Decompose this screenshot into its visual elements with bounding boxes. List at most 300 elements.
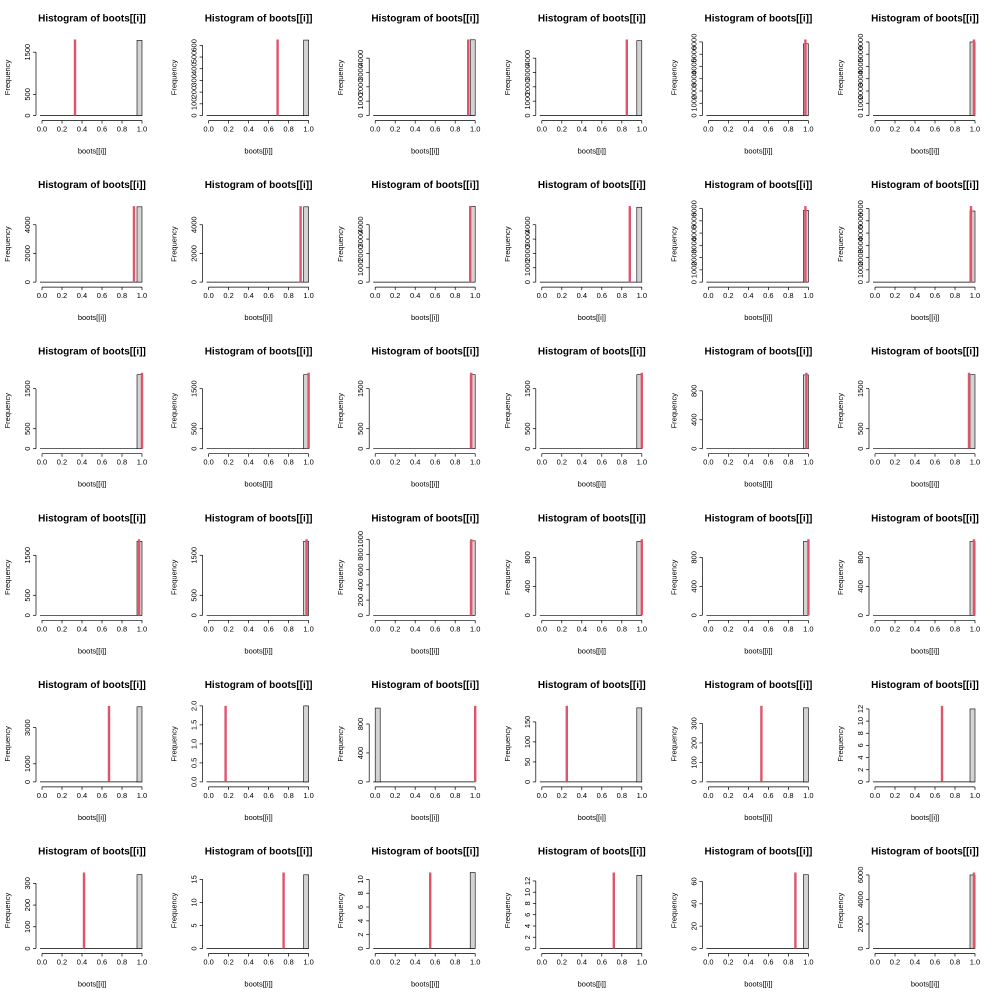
histogram-bar xyxy=(137,207,142,282)
y-tick-label: 1500 xyxy=(23,43,32,61)
y-tick-label: 1000 xyxy=(522,259,532,277)
x-tick-label: 0.2 xyxy=(556,291,568,301)
x-tick-label: 0.6 xyxy=(596,957,608,967)
x-axis-label: boots[[i]] xyxy=(910,146,940,156)
y-axis-label: Frequency xyxy=(169,559,179,596)
x-tick-label: 0.8 xyxy=(783,291,794,301)
x-axis-label: boots[[i]] xyxy=(77,146,107,156)
y-tick-label: 100 xyxy=(23,920,32,934)
x-tick-label: 0.2 xyxy=(889,957,901,967)
x-tick-label: 0.6 xyxy=(763,624,774,634)
chart-title: Histogram of boots[[i]] xyxy=(371,13,480,25)
x-tick-label: 0.8 xyxy=(616,124,628,134)
x-tick-label: 0.4 xyxy=(576,957,588,967)
x-tick-label: 0.4 xyxy=(243,291,254,301)
x-axis-label: boots[[i]] xyxy=(577,812,606,822)
chart-title: Histogram of boots[[i]] xyxy=(704,180,813,192)
y-tick-label: 0 xyxy=(189,946,199,951)
x-tick-label: 0.2 xyxy=(723,957,734,967)
x-tick-label: 0.0 xyxy=(369,291,381,301)
y-tick-label: 2000 xyxy=(23,245,32,262)
x-tick-label: 0.0 xyxy=(203,291,214,301)
x-tick-label: 0.2 xyxy=(223,124,234,134)
histogram-bar xyxy=(137,40,142,115)
y-tick-label: 3000 xyxy=(356,64,366,81)
x-tick-label: 0.2 xyxy=(223,790,234,800)
x-tick-label: 0.2 xyxy=(556,957,568,967)
x-tick-label: 0.4 xyxy=(243,790,254,800)
y-axis-label: Frequency xyxy=(836,892,845,929)
x-tick-label: 0.0 xyxy=(36,624,48,634)
x-tick-label: 1.0 xyxy=(803,124,814,134)
x-tick-label: 0.8 xyxy=(616,957,628,967)
x-tick-label: 0.0 xyxy=(703,790,714,800)
x-tick-label: 0.2 xyxy=(723,457,734,467)
x-tick-label: 0.4 xyxy=(76,957,88,967)
x-tick-label: 0.6 xyxy=(96,624,108,634)
x-tick-label: 0.0 xyxy=(869,790,881,800)
y-axis-label: Frequency xyxy=(336,726,346,762)
y-axis-label: Frequency xyxy=(502,59,512,96)
x-tick-label: 0.0 xyxy=(369,957,381,967)
x-tick-label: 0.2 xyxy=(389,790,401,800)
histogram-panel xyxy=(3,347,147,489)
x-axis-label: boots[[i]] xyxy=(411,979,440,989)
y-tick-label: 1500 xyxy=(356,380,366,398)
y-tick-label: 5000 xyxy=(689,212,699,230)
chart-title: Histogram of boots[[i]] xyxy=(371,679,480,691)
x-tick-label: 0.4 xyxy=(909,124,921,134)
x-tick-label: 1.0 xyxy=(303,457,314,467)
y-tick-label: 0 xyxy=(856,113,865,118)
y-axis-label: Frequency xyxy=(3,892,12,929)
x-tick-label: 1.0 xyxy=(636,957,648,967)
x-tick-label: 0.6 xyxy=(263,457,274,467)
x-tick-label: 0.8 xyxy=(783,957,794,967)
x-tick-label: 0.6 xyxy=(429,624,441,634)
y-tick-label: 0 xyxy=(522,446,532,451)
chart-title: Histogram of boots[[i]] xyxy=(204,846,313,858)
x-tick-label: 0.0 xyxy=(369,124,381,134)
y-tick-label: 0 xyxy=(689,280,699,285)
x-tick-label: 0.8 xyxy=(116,457,128,467)
x-tick-label: 1.0 xyxy=(303,291,314,301)
y-tick-label: 2000 xyxy=(856,249,865,266)
y-axis-label: Frequency xyxy=(3,392,12,429)
histogram-panel xyxy=(336,847,480,989)
y-tick-label: 6000 xyxy=(689,33,699,51)
x-tick-label: 0.4 xyxy=(743,457,754,467)
histogram-panel xyxy=(3,180,147,322)
histogram-panel xyxy=(836,14,980,156)
y-tick-label: 0 xyxy=(189,446,199,451)
y-axis-label: Frequency xyxy=(502,559,512,596)
x-axis-label: boots[[i]] xyxy=(77,313,107,323)
x-tick-label: 0.8 xyxy=(616,457,628,467)
x-tick-label: 0.6 xyxy=(96,124,108,134)
y-tick-label: 0 xyxy=(856,946,865,951)
histogram-bar xyxy=(970,375,975,449)
y-tick-label: 0 xyxy=(23,946,32,951)
chart-title: Histogram of boots[[i]] xyxy=(537,513,646,525)
x-axis-label: boots[[i]] xyxy=(577,313,606,323)
x-tick-label: 0.2 xyxy=(889,790,901,800)
x-tick-label: 1.0 xyxy=(969,457,981,467)
x-tick-label: 0.6 xyxy=(96,457,108,467)
histogram-panel xyxy=(669,347,813,489)
y-tick-label: 1000 xyxy=(689,261,699,279)
histogram-panel xyxy=(170,14,314,156)
chart-title: Histogram of boots[[i]] xyxy=(204,13,313,25)
x-tick-label: 0.0 xyxy=(369,790,381,800)
y-tick-label: 3000 xyxy=(522,230,532,248)
y-tick-label: 1500 xyxy=(23,546,32,564)
x-tick-label: 1.0 xyxy=(469,790,481,800)
histogram-panel xyxy=(669,14,813,156)
y-axis-label: Frequency xyxy=(336,559,346,596)
y-tick-label: 2000 xyxy=(356,245,366,262)
y-tick-label: 0.0 xyxy=(189,776,199,788)
y-tick-label: 4000 xyxy=(189,216,199,234)
y-axis-label: Frequency xyxy=(169,59,179,96)
y-axis-label: Frequency xyxy=(3,59,12,96)
x-axis-label: boots[[i]] xyxy=(577,979,606,989)
chart-title: Histogram of boots[[i]] xyxy=(204,513,313,525)
histogram-bar xyxy=(970,709,975,782)
y-tick-label: 1500 xyxy=(856,380,865,398)
x-axis-label: boots[[i]] xyxy=(744,313,773,323)
y-axis-label: Frequency xyxy=(669,59,679,96)
chart-title: Histogram of boots[[i]] xyxy=(871,679,979,691)
x-tick-label: 0.4 xyxy=(76,790,88,800)
x-tick-label: 0.4 xyxy=(243,624,254,634)
histogram-panel xyxy=(336,347,480,489)
x-tick-label: 0.0 xyxy=(869,457,881,467)
histogram-bar xyxy=(304,207,309,282)
y-tick-label: 20 xyxy=(689,921,699,931)
y-tick-label: 6 xyxy=(522,912,532,917)
x-tick-label: 0.0 xyxy=(536,790,548,800)
x-tick-label: 0.8 xyxy=(616,624,628,634)
x-tick-label: 1.0 xyxy=(136,624,148,634)
y-tick-label: 2000 xyxy=(356,78,366,96)
y-axis-label: Frequency xyxy=(502,392,512,429)
x-tick-label: 0.4 xyxy=(909,790,921,800)
x-axis-label: boots[[i]] xyxy=(244,812,273,822)
x-tick-label: 0.4 xyxy=(76,124,88,134)
y-axis-label: Frequency xyxy=(169,892,179,929)
y-tick-label: 8 xyxy=(522,901,532,906)
x-axis-label: boots[[i]] xyxy=(744,146,773,156)
chart-title: Histogram of boots[[i]] xyxy=(704,13,813,25)
y-tick-label: 4000 xyxy=(522,49,532,67)
histogram-bar xyxy=(637,875,642,948)
histogram-bar xyxy=(803,708,808,782)
x-axis-label: boots[[i]] xyxy=(411,479,440,489)
x-tick-label: 0.8 xyxy=(783,790,794,800)
y-tick-label: 100 xyxy=(689,756,699,769)
y-tick-label: 2000 xyxy=(522,78,532,96)
x-tick-label: 0.0 xyxy=(36,957,48,967)
chart-title: Histogram of boots[[i]] xyxy=(537,846,646,858)
y-tick-label: 500 xyxy=(356,422,366,435)
y-tick-label: 0 xyxy=(522,113,532,118)
x-tick-label: 0.0 xyxy=(536,457,548,467)
y-tick-label: 0 xyxy=(356,280,366,285)
chart-title: Histogram of boots[[i]] xyxy=(38,346,146,358)
x-tick-label: 1.0 xyxy=(803,624,814,634)
x-tick-label: 0.8 xyxy=(783,457,794,467)
x-tick-label: 0.6 xyxy=(263,957,274,967)
y-tick-label: 0.5 xyxy=(189,757,199,769)
x-tick-label: 0.6 xyxy=(929,291,941,301)
y-tick-label: 1000 xyxy=(522,92,532,110)
x-tick-label: 1.0 xyxy=(636,624,648,634)
histogram-panel xyxy=(836,513,980,655)
x-tick-label: 0.2 xyxy=(223,457,234,467)
x-tick-label: 0.8 xyxy=(449,291,461,301)
y-tick-label: 1000 xyxy=(689,94,699,112)
y-tick-label: 4000 xyxy=(522,216,532,234)
y-tick-label: 300 xyxy=(23,877,32,890)
y-tick-label: 50 xyxy=(522,757,532,767)
histogram-bar xyxy=(304,706,309,782)
x-tick-label: 0.0 xyxy=(203,624,214,634)
y-tick-label: 200 xyxy=(23,898,32,912)
y-tick-label: 200 xyxy=(356,593,366,607)
y-tick-label: 1000 xyxy=(356,530,366,548)
histogram-bar xyxy=(304,40,309,115)
x-tick-label: 1.0 xyxy=(969,957,981,967)
y-tick-label: 100 xyxy=(189,97,199,111)
x-tick-label: 0.6 xyxy=(929,124,941,134)
x-tick-label: 0.2 xyxy=(223,624,234,634)
histogram-bar xyxy=(637,708,642,782)
y-tick-label: 10 xyxy=(189,898,199,907)
x-tick-label: 0.6 xyxy=(763,291,774,301)
x-tick-label: 0.4 xyxy=(409,291,421,301)
x-axis-label: boots[[i]] xyxy=(244,979,273,989)
chart-title: Histogram of boots[[i]] xyxy=(704,679,813,691)
x-tick-label: 0.6 xyxy=(596,790,608,800)
y-tick-label: 4000 xyxy=(356,49,366,67)
y-tick-label: 5000 xyxy=(689,45,699,63)
y-tick-label: 0 xyxy=(23,613,32,618)
x-tick-label: 1.0 xyxy=(469,624,481,634)
histogram-panel xyxy=(170,180,314,322)
x-tick-label: 0.0 xyxy=(203,790,214,800)
x-axis-label: boots[[i]] xyxy=(744,479,773,489)
y-tick-label: 10 xyxy=(856,716,865,726)
x-axis-label: boots[[i]] xyxy=(244,146,273,156)
y-tick-label: 800 xyxy=(522,551,532,564)
x-tick-label: 1.0 xyxy=(636,291,648,301)
x-tick-label: 1.0 xyxy=(469,457,481,467)
y-axis-label: Frequency xyxy=(669,892,679,929)
y-axis-label: Frequency xyxy=(502,226,512,262)
x-tick-label: 1.0 xyxy=(636,790,648,800)
x-tick-label: 0.4 xyxy=(576,624,588,634)
x-tick-label: 0.8 xyxy=(949,624,961,634)
x-tick-label: 0.4 xyxy=(909,957,921,967)
chart-title: Histogram of boots[[i]] xyxy=(871,180,979,192)
y-axis-label: Frequency xyxy=(669,559,679,596)
x-tick-label: 0.6 xyxy=(263,124,274,134)
y-axis-label: Frequency xyxy=(3,559,12,596)
histogram-panel xyxy=(836,847,980,989)
x-tick-label: 0.8 xyxy=(449,624,461,634)
x-axis-label: boots[[i]] xyxy=(411,646,440,656)
x-tick-label: 1.0 xyxy=(303,624,314,634)
x-tick-label: 0.6 xyxy=(263,624,274,634)
x-tick-label: 0.6 xyxy=(96,957,108,967)
chart-title: Histogram of boots[[i]] xyxy=(871,846,979,858)
y-axis-label: Frequency xyxy=(502,726,512,762)
x-tick-label: 0.6 xyxy=(596,124,608,134)
x-tick-label: 0.2 xyxy=(723,291,734,301)
x-tick-label: 1.0 xyxy=(469,957,481,967)
x-tick-label: 0.2 xyxy=(389,457,401,467)
y-tick-label: 0 xyxy=(856,779,865,784)
x-tick-label: 0.8 xyxy=(616,790,628,800)
y-tick-label: 1000 xyxy=(356,259,366,277)
x-tick-label: 0.6 xyxy=(96,291,108,301)
x-tick-label: 0.6 xyxy=(763,790,774,800)
x-tick-label: 0.6 xyxy=(596,291,608,301)
x-tick-label: 0.0 xyxy=(369,624,381,634)
y-tick-label: 2 xyxy=(356,932,366,937)
x-tick-label: 0.4 xyxy=(576,790,588,800)
x-tick-label: 0.4 xyxy=(409,624,421,634)
x-tick-label: 1.0 xyxy=(469,124,481,134)
y-tick-label: 10 xyxy=(356,875,366,884)
y-tick-label: 800 xyxy=(856,551,865,564)
y-tick-label: 8 xyxy=(856,731,865,736)
x-tick-label: 0.8 xyxy=(949,957,961,967)
x-tick-label: 1.0 xyxy=(969,624,981,634)
y-tick-label: 6000 xyxy=(856,866,865,884)
x-tick-label: 1.0 xyxy=(803,457,814,467)
x-tick-label: 0.4 xyxy=(76,624,88,634)
x-tick-label: 0.2 xyxy=(889,124,901,134)
x-tick-label: 0.6 xyxy=(96,790,108,800)
x-tick-label: 0.2 xyxy=(56,124,68,134)
y-tick-label: 6000 xyxy=(856,33,865,51)
y-axis-label: Frequency xyxy=(336,392,346,429)
y-tick-label: 4000 xyxy=(356,216,366,234)
y-axis-label: Frequency xyxy=(336,59,346,96)
y-tick-label: 600 xyxy=(189,39,199,52)
histogram-panel xyxy=(669,847,813,989)
y-tick-label: 0 xyxy=(356,113,366,118)
y-tick-label: 800 xyxy=(689,551,699,564)
x-axis-label: boots[[i]] xyxy=(577,479,606,489)
y-axis-label: Frequency xyxy=(669,726,679,762)
y-tick-label: 12 xyxy=(856,704,865,714)
y-tick-label: 200 xyxy=(689,736,699,750)
x-axis-label: boots[[i]] xyxy=(910,313,940,323)
y-tick-label: 300 xyxy=(189,74,199,87)
x-tick-label: 0.6 xyxy=(263,291,274,301)
x-tick-label: 0.4 xyxy=(243,957,254,967)
y-tick-label: 4 xyxy=(522,923,532,929)
y-axis-label: Frequency xyxy=(836,226,845,262)
x-tick-label: 0.0 xyxy=(36,790,48,800)
histogram-bar xyxy=(137,875,142,949)
y-axis-label: Frequency xyxy=(169,726,179,762)
histogram-panel xyxy=(503,180,647,322)
x-tick-label: 0.8 xyxy=(783,124,794,134)
y-tick-label: 600 xyxy=(356,563,366,576)
chart-title: Histogram of boots[[i]] xyxy=(537,679,646,691)
x-tick-label: 0.6 xyxy=(429,957,441,967)
y-tick-label: 0 xyxy=(189,113,199,118)
y-tick-label: 1500 xyxy=(189,546,199,564)
y-tick-label: 500 xyxy=(189,422,199,435)
x-tick-label: 0.2 xyxy=(389,124,401,134)
x-axis-label: boots[[i]] xyxy=(244,646,273,656)
y-axis-label: Frequency xyxy=(336,226,346,262)
y-tick-label: 1000 xyxy=(856,94,865,112)
chart-title: Histogram of boots[[i]] xyxy=(871,346,979,358)
histogram-panel xyxy=(836,180,980,322)
y-axis-label: Frequency xyxy=(169,392,179,429)
y-tick-label: 800 xyxy=(689,384,699,398)
chart-title: Histogram of boots[[i]] xyxy=(704,346,813,358)
x-tick-label: 0.6 xyxy=(929,790,941,800)
x-axis-label: boots[[i]] xyxy=(910,479,940,489)
x-tick-label: 0.6 xyxy=(929,624,941,634)
y-tick-label: 3000 xyxy=(856,70,865,88)
x-tick-label: 0.2 xyxy=(889,457,901,467)
x-tick-label: 0.2 xyxy=(556,124,568,134)
y-tick-label: 500 xyxy=(522,422,532,435)
chart-title: Histogram of boots[[i]] xyxy=(537,346,646,358)
chart-title: Histogram of boots[[i]] xyxy=(871,513,979,525)
y-tick-label: 800 xyxy=(356,717,366,731)
x-tick-label: 0.2 xyxy=(389,291,401,301)
y-tick-label: 6000 xyxy=(856,200,865,217)
y-tick-label: 500 xyxy=(189,589,199,602)
x-tick-label: 0.2 xyxy=(556,624,568,634)
y-tick-label: 3000 xyxy=(689,70,699,88)
y-tick-label: 400 xyxy=(356,578,366,592)
y-tick-label: 2000 xyxy=(189,245,199,262)
y-tick-label: 12 xyxy=(522,876,532,886)
x-tick-label: 1.0 xyxy=(803,957,814,967)
y-tick-label: 400 xyxy=(689,580,699,593)
x-tick-label: 0.8 xyxy=(116,291,128,301)
y-tick-label: 0 xyxy=(522,779,532,784)
x-tick-label: 0.6 xyxy=(763,457,774,467)
x-tick-label: 0.4 xyxy=(243,124,254,134)
y-tick-label: 0 xyxy=(689,946,699,951)
histogram-panel xyxy=(503,347,647,489)
histogram-panel xyxy=(170,513,314,655)
x-tick-label: 0.0 xyxy=(369,457,381,467)
y-tick-label: 400 xyxy=(689,413,699,427)
x-tick-label: 0.2 xyxy=(389,957,401,967)
histogram-panel xyxy=(669,180,813,322)
x-tick-label: 0.2 xyxy=(56,457,68,467)
y-axis-label: Frequency xyxy=(836,392,845,429)
y-tick-label: 4000 xyxy=(23,216,32,234)
x-tick-label: 0.8 xyxy=(283,457,294,467)
x-tick-label: 0.8 xyxy=(616,291,628,301)
x-tick-label: 1.0 xyxy=(469,291,481,301)
chart-title: Histogram of boots[[i]] xyxy=(371,180,480,192)
y-tick-label: 0 xyxy=(356,946,366,951)
